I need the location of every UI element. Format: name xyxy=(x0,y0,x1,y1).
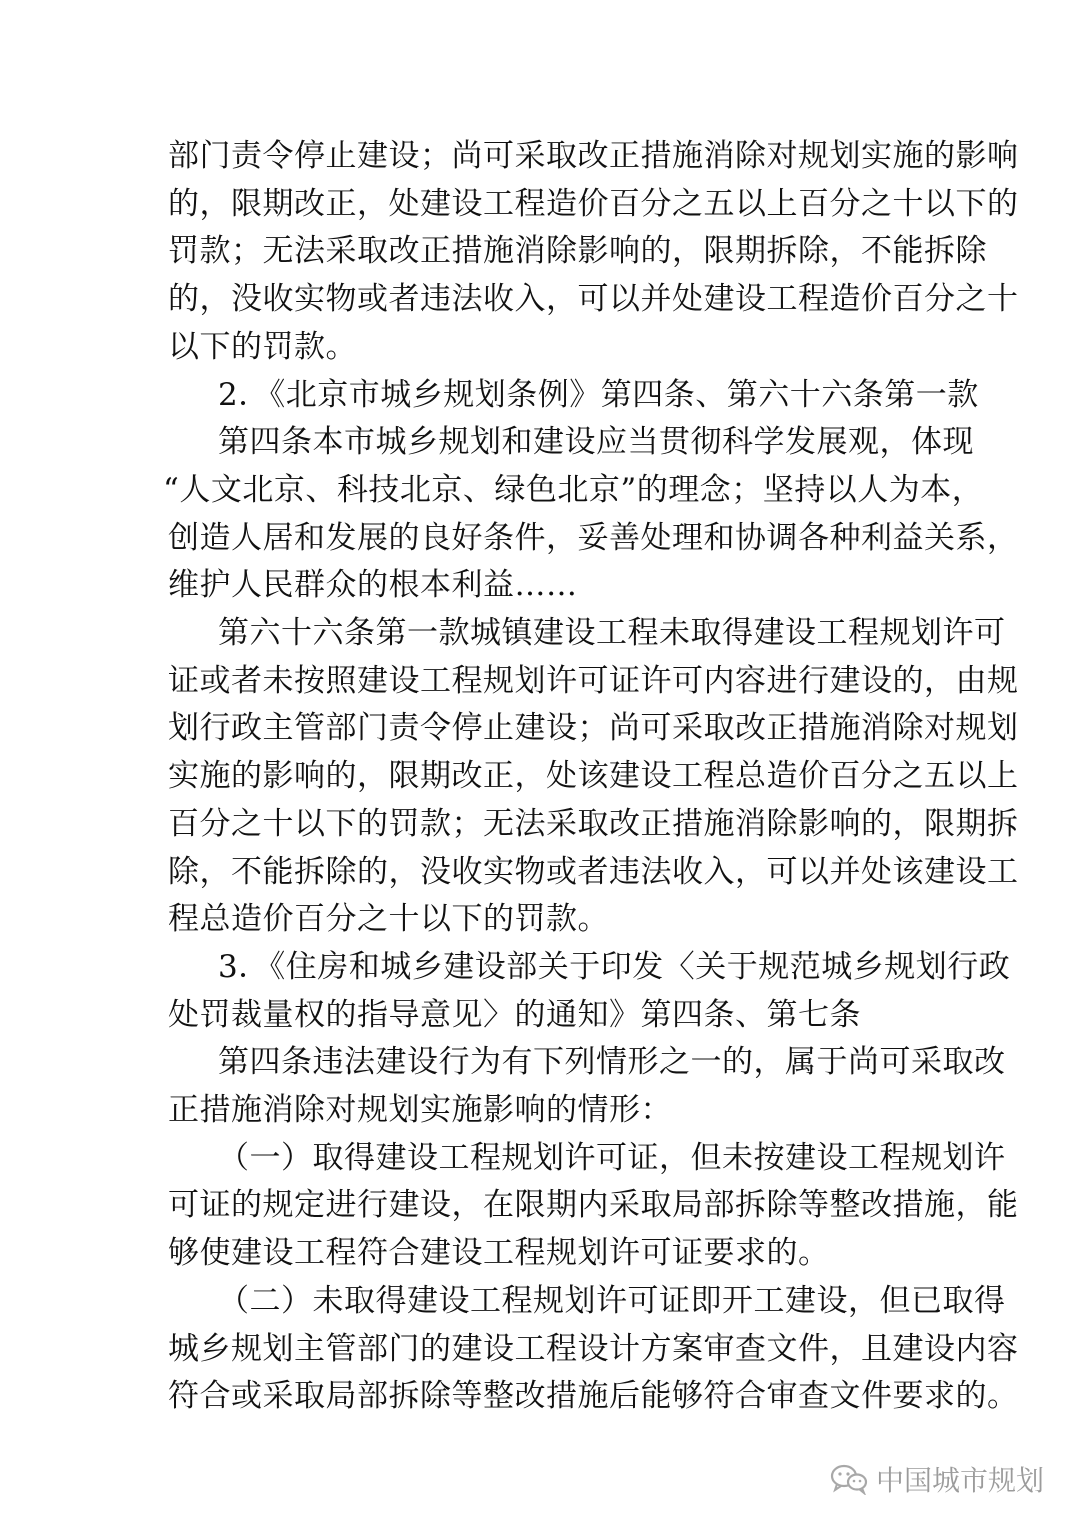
text-line: 够使建设工程符合建设工程规划许可证要求的。 xyxy=(168,1235,830,1271)
watermark-text: 中国城市规划 xyxy=(875,1464,1044,1497)
text-line: 实施的影响的，限期改正，处该建设工程总造价百分之五以上 xyxy=(168,758,1019,794)
text-line: （一）取得建设工程规划许可证，但未按建设工程规划许 xyxy=(218,1140,1006,1176)
text-line: （二）未取得建设工程规划许可证即开工建设，但已取得 xyxy=(218,1283,1006,1319)
section-heading: 2．《北京市城乡规划条例》第四条、第六十六条第一款 xyxy=(218,377,979,413)
text-line: 正措施消除对规划实施影响的情形： xyxy=(168,1092,672,1128)
text-line: 第四条违法建设行为有下列情形之一的，属于尚可采取改 xyxy=(218,1044,1006,1080)
section-heading: 3．《住房和城乡建设部关于印发〈关于规范城乡规划行政 xyxy=(218,949,1011,985)
text-line: 以下的罚款。 xyxy=(168,329,357,365)
text-line: 维护人民群众的根本利益…… xyxy=(168,567,578,603)
text-line: 的，限期改正，处建设工程造价百分之五以上百分之十以下的 xyxy=(168,186,1019,222)
text-line: 第六十六条第一款城镇建设工程未取得建设工程规划许可 xyxy=(218,615,1006,651)
text-line: 罚款；无法采取改正措施消除影响的，限期拆除，不能拆除 xyxy=(168,233,987,269)
text-line: 处罚裁量权的指导意见〉的通知》第四条、第七条 xyxy=(168,997,861,1033)
text-line: 部门责令停止建设；尚可采取改正措施消除对规划实施的影响 xyxy=(168,138,1019,174)
text-line: 符合或采取局部拆除等整改措施后能够符合审查文件要求的。 xyxy=(168,1378,1019,1414)
text-line: 的，没收实物或者违法收入，可以并处建设工程造价百分之十 xyxy=(168,281,1019,317)
text-line: 除，不能拆除的，没收实物或者违法收入，可以并处该建设工 xyxy=(168,854,1019,890)
text-line: 证或者未按照建设工程规划许可证许可内容进行建设的，由规 xyxy=(168,663,1019,699)
watermark xyxy=(830,1459,1044,1499)
text-line: 程总造价百分之十以下的罚款。 xyxy=(168,901,609,937)
text-line: 创造人居和发展的良好条件，妥善处理和协调各种利益关系， xyxy=(168,520,1019,556)
text-line: 可证的规定进行建设，在限期内采取局部拆除等整改措施，能 xyxy=(168,1187,1019,1223)
text-line: 城乡规划主管部门的建设工程设计方案审查文件，且建设内容 xyxy=(168,1331,1019,1367)
text-line: 百分之十以下的罚款；无法采取改正措施消除影响的，限期拆 xyxy=(168,806,1019,842)
wechat-icon xyxy=(830,1463,868,1495)
text-line: 划行政主管部门责令停止建设；尚可采取改正措施消除对规划 xyxy=(168,710,1019,746)
text-line: 第四条本市城乡规划和建设应当贯彻科学发展观，体现 xyxy=(218,424,974,460)
text-line: “人文北京、科技北京、绿色北京”的理念；坚持以人为本， xyxy=(163,472,984,508)
